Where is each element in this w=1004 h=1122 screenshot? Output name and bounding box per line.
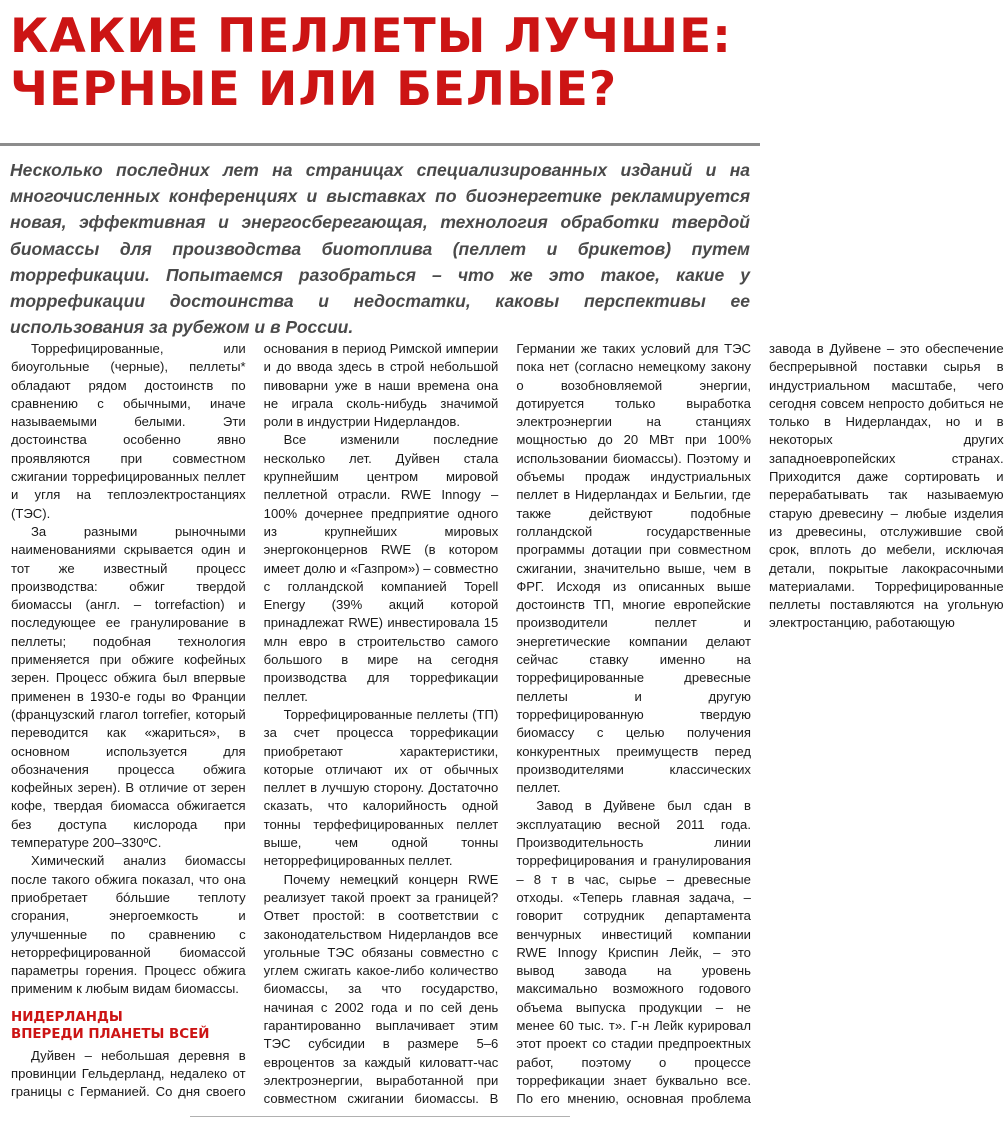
body-paragraph: Торрефицированные, или биоугольные (черные), пеллеты* обладают рядом достоинств по сравнению с обычными, иначе называемыми белыми. Эти достоинства особенно явно проявляются при совместном сжигании торрефицированных пеллет и угля на теплоэлектростанциях (ТЭС). [11,341,246,521]
body-paragraph: За разными рыночными наименованиями скрывается один и тот же известный процесс производства: обжиг твердой биомассы (англ. – torrefaction) и последующее ее гранулирование в пеллеты; подобная технология применяется при обжиге кофейных зерен. Процесс обжига был впервые применен в 1930-е годы во Франции (французский глагол torrefier, который переводится как «жариться», в основном используется для обозначения процесса обжига кофейных зерен). В отличие от зерен кофе, твердая биомасса обжигается без доступа кислорода при температуре 200–330ºС. [11,523,246,851]
body-paragraph: Дуйвен – небольшая деревня в провинции Гельдерланд, недалеко от границы с Германией. Со дня своего основания в период Римской империи и до ввода здесь в строй небольшой пивоварни уже в наши времена она не играла сколь-нибудь значимой роли в индустрии Нидерландов. [11,341,499,1100]
footer-divider [190,1116,570,1117]
article-title [10,10,750,116]
article-body [11,340,1004,1115]
article-title-line1: КАКИЕ ПЕЛЛЕТЫ ЛУЧШЕ: [10,9,732,64]
body-paragraph: Завод в Дуйвене был сдан в эксплуатацию весной 2011 года. Производительность линии торрефицирования и гранулирования – 8 т в час, сырье – древесные отходы. «Теперь главная задача, – говорит сотрудник департамента венчурных инвестиций компании RWE Innogy Криспин Лейк, – это вывод завода на уровень максимально возможного годового объема выпуска продукции – не менее 60 тыс. т». Г-н Лейк курировал этот проект со стадии предпроектных работ, поэтому о процессе торрефикации знает буквально все. По его мнению, основная проблема завода в Дуйвене – это обеспечение беспрерывной поставки сырья в индустриальном масштабе, чего сегодня совсем непросто добиться не только в Нидерландах, но и в некоторых других западноевропейских странах. Приходится даже сортировать и перерабатывать так называемую старую древесину – любые изделия из древесины, отслужившие свой срок, вплоть до мебели, исключая детали, покрытые лакокрасочными материалами. Торрефицированные пеллеты поставляются на угольную электростанцию, работающую [516,341,1004,1107]
section-heading-line2: ВПЕРЕДИ ПЛАНЕТЫ ВСЕЙ [11,1026,210,1042]
body-paragraph: Торрефицированные пеллеты (ТП) за счет процесса торрефикации приобретают характеристики, которые отличают их от обычных пеллет в лучшую сторону. Достаточно сказать, что калорийность одной тонны терфефицированных пеллет выше, чем одной тонны неторрефицированных пеллет. [263,706,499,869]
article-title-line2: ЧЕРНЫЕ ИЛИ БЕЛЫЕ? [10,62,618,117]
body-paragraph: Химический анализ биомассы после такого обжига показал, что она приобретает бóльшие теплоту сгорания, энергоемкость и улучшенные по сравнению с неторрефицированной биомассой параметры горения. Процесс обжига применим к любым видам биомассы. [11,853,246,997]
title-divider [0,143,760,146]
body-paragraph: Все изменили последние несколько лет. Дуйвен стала крупнейшим центром мировой пеллетной отрасли. RWE Innogy – 100% дочернее предприятие одного из крупнейших мировых энергоконцернов RWE (в котором имеет долю и «Газпром») – совместно с голландской компанией Topell Energy (39% акций которой принадлежат RWE) инвестировала 15 млн евро в строительство самого большого в мире на сегодня производства для торрефикации пеллет. [263,432,499,704]
article-lead: Несколько последних лет на страницах специализированных изданий и на многочисленных конференциях и выставках по биоэнергетике рекламируется новая, эффективная и энергосберегающая, технология обработки твердой биомассы для производства биотоплива (пеллет и брикетов) путем торрефикации. Попытаемся разобраться – что же это такое, какие у торрефикации достоинства и недостатки, каковы перспективы ее использования за рубежом и в России. [10,160,750,338]
body-paragraph: Почему немецкий концерн RWE реализует такой проект за границей? Ответ простой: в соответствии с законодательством Нидерландов все угольные ТЭС обязаны совместно с углем сжигать какое-либо количество биомассы, за что государство, начиная с 2002 года и по сей день гарантированно выплачивает этим ТЭС субсидии в размере 5–6 евроцентов за каждый киловатт-час электроэнергии, выработанной при совместном сжигании биомассы. В Германии же таких условий для ТЭС пока нет (согласно немецкому закону о возобновляемой энергии, дотируется только выработка электроэнергии на станциях мощностью до 20 МВт при 100% использовании биомассы). Поэтому и объемы продаж индустриальных пеллет в Нидерландах и Бельгии, где также действуют подобные голландской государственные программы дотации при совместном сжигании, значительно выше, чем в ФРГ. Исходя из описанных выше достоинств ТП, многие европейские производители пеллет и энергетические компании делают сейчас ставку именно на торрефицированные древесные пеллеты и другую торрефицированную твердую биомассу с целью получения конкурентных преимуществ перед производителями классических пеллет. [263,341,751,1107]
section-heading [11,1009,246,1043]
section-heading-line1: НИДЕРЛАНДЫ [11,1009,123,1025]
